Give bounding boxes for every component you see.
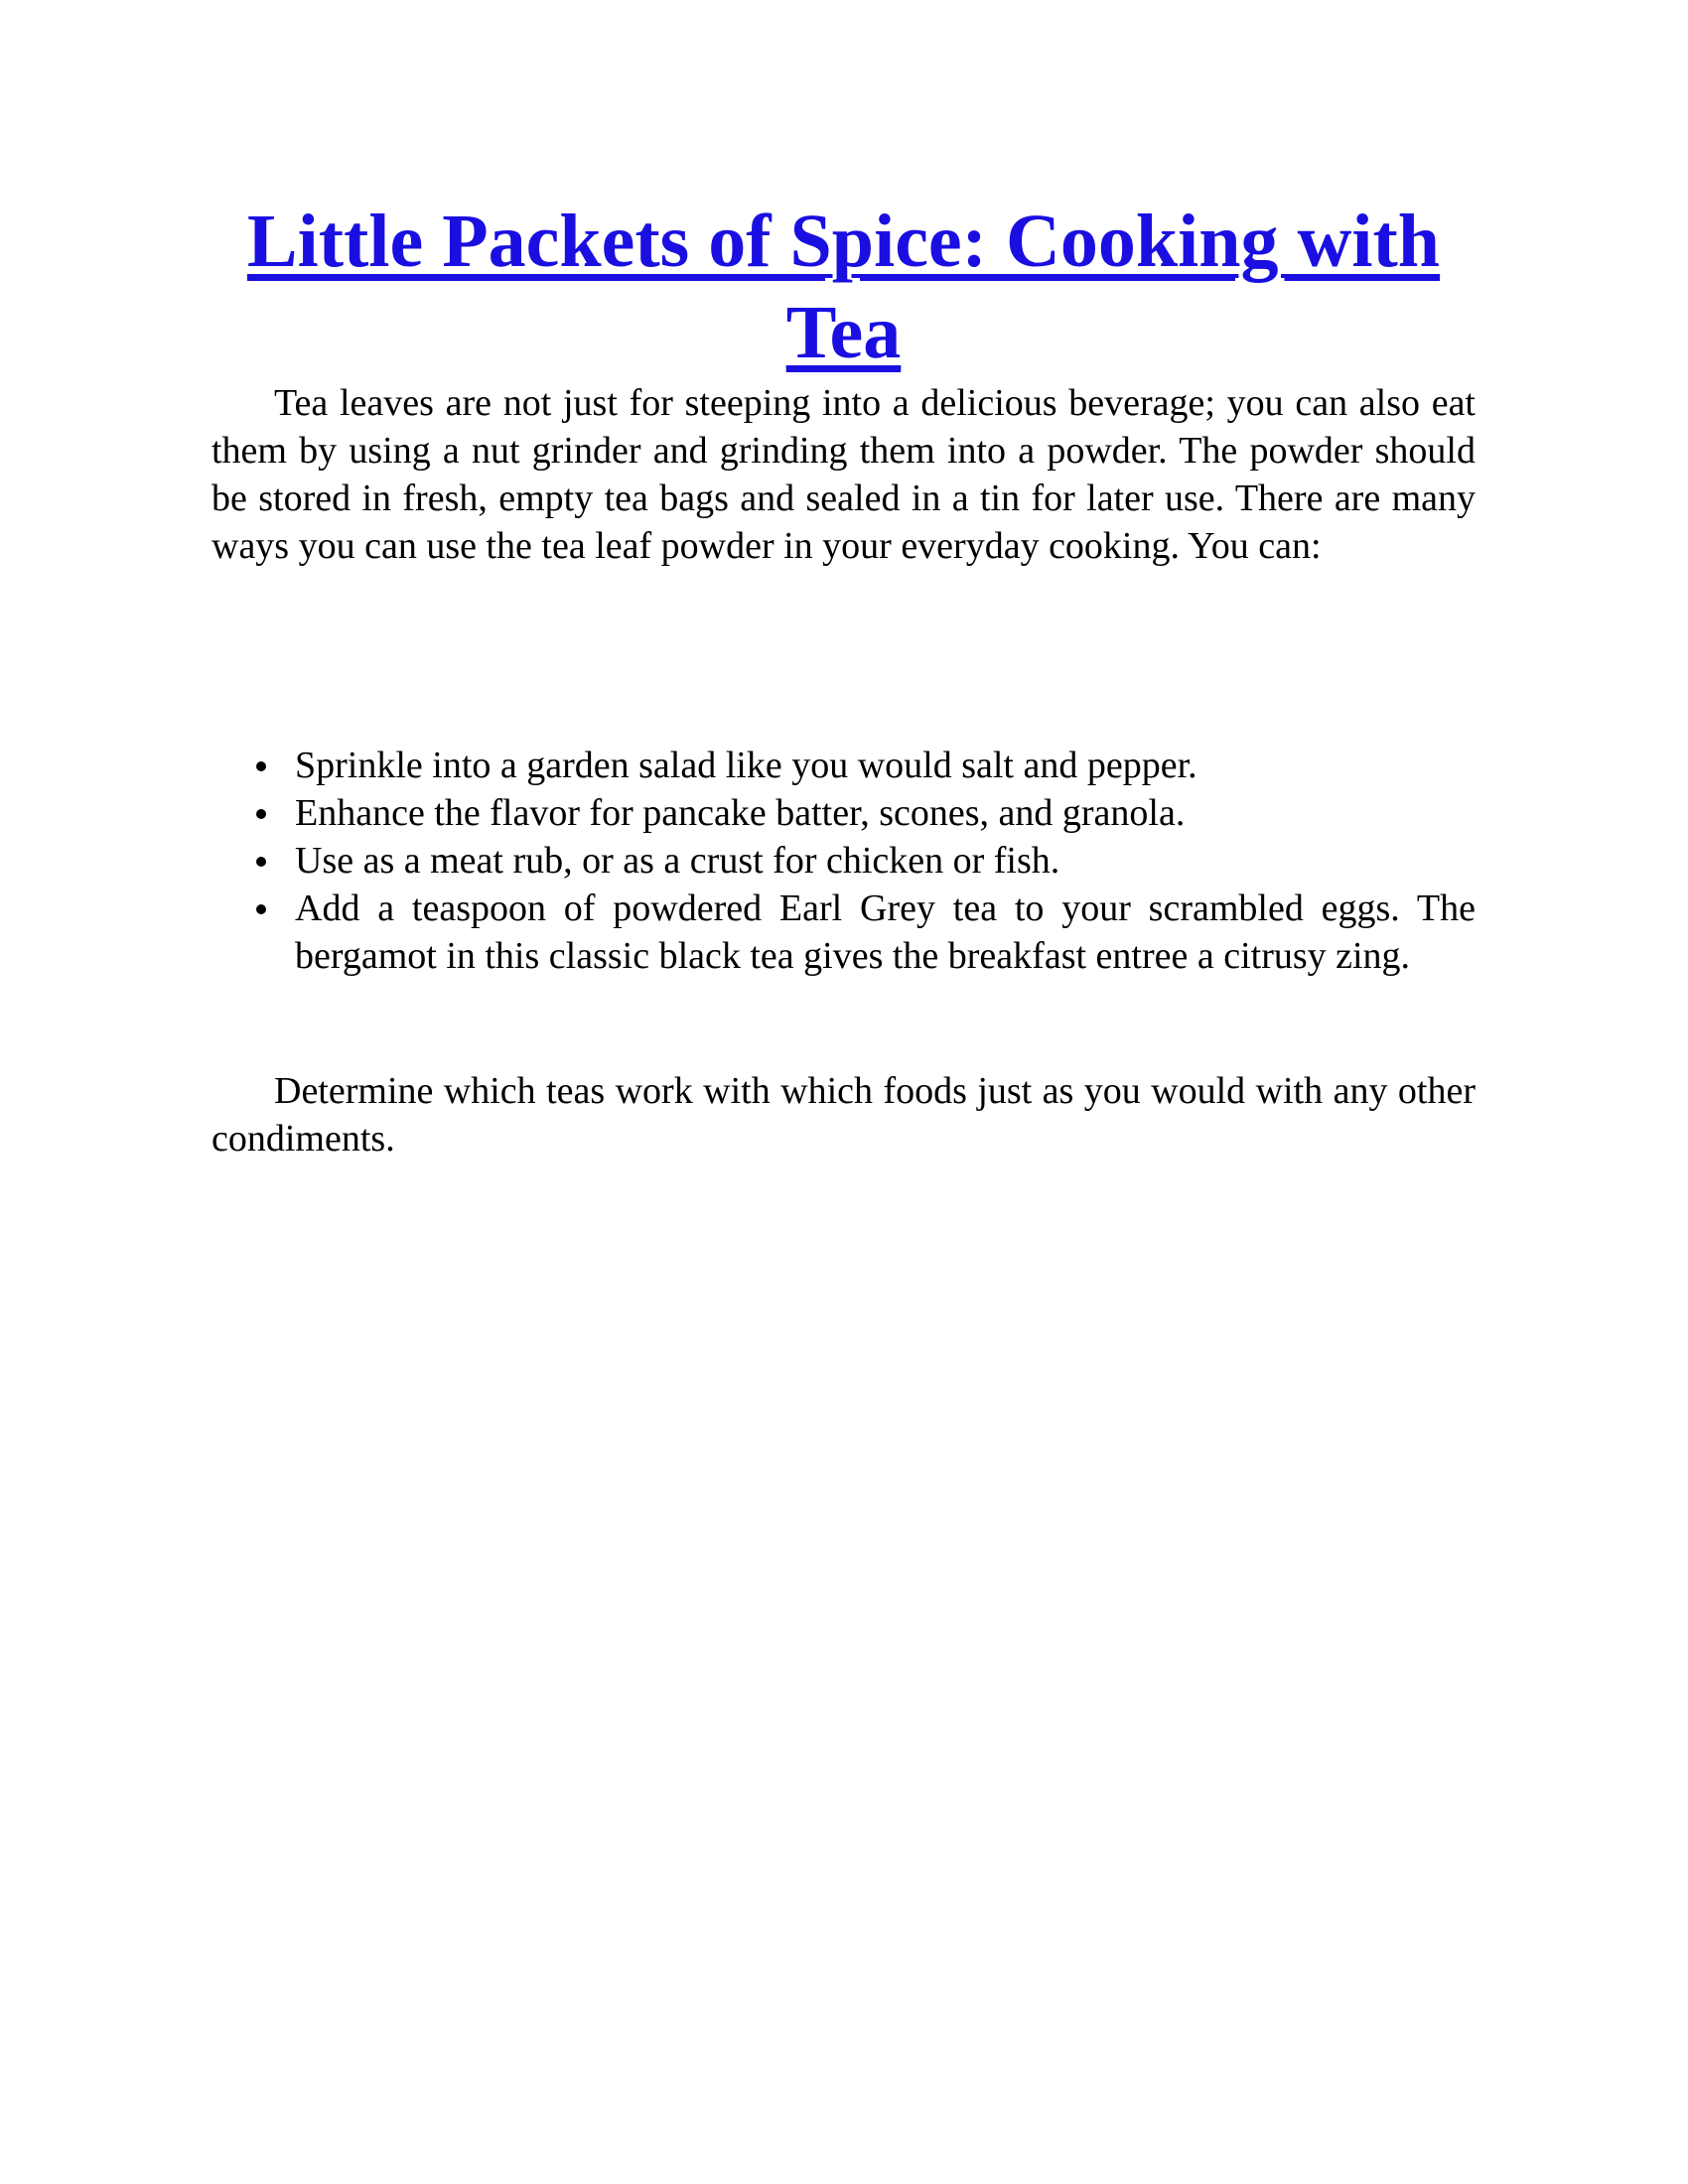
list-item	[211, 789, 1476, 837]
tips-list	[211, 742, 1476, 980]
bullet-icon	[256, 761, 266, 771]
bullet-icon	[256, 809, 266, 819]
intro-paragraph: Tea leaves are not just for steeping into a delicious beverage; you can also eat them by using a nut grinder and grinding them into a powder. The powder should be stored in fresh, empty tea bags and sealed in a tin for later use. There are many ways you can use the tea leaf powder in your everyday cooking. You can:	[211, 382, 1476, 567]
list-item	[211, 742, 1476, 789]
list-item	[211, 885, 1476, 980]
list-item-text: Enhance the flavor for pancake batter, scones, and granola.	[295, 792, 1186, 834]
list-item-text: Sprinkle into a garden salad like you would salt and pepper.	[295, 745, 1197, 786]
bullet-icon	[256, 904, 266, 914]
page-title[interactable]	[211, 196, 1476, 378]
list-item-text: Add a teaspoon of powdered Earl Grey tea to your scrambled eggs. The bergamot in this classic black tea gives the breakfast entree a citrusy zing.	[295, 887, 1476, 977]
list-item-text: Use as a meat rub, or as a crust for chicken or fish.	[295, 840, 1060, 882]
bullet-icon	[256, 857, 266, 867]
list-item	[211, 837, 1476, 885]
title-link[interactable]: Little Packets of Spice: Cooking with Tea	[246, 200, 1441, 374]
closing-paragraph: Determine which teas work with which foods just as you would with any other condiments.	[211, 1070, 1476, 1160]
